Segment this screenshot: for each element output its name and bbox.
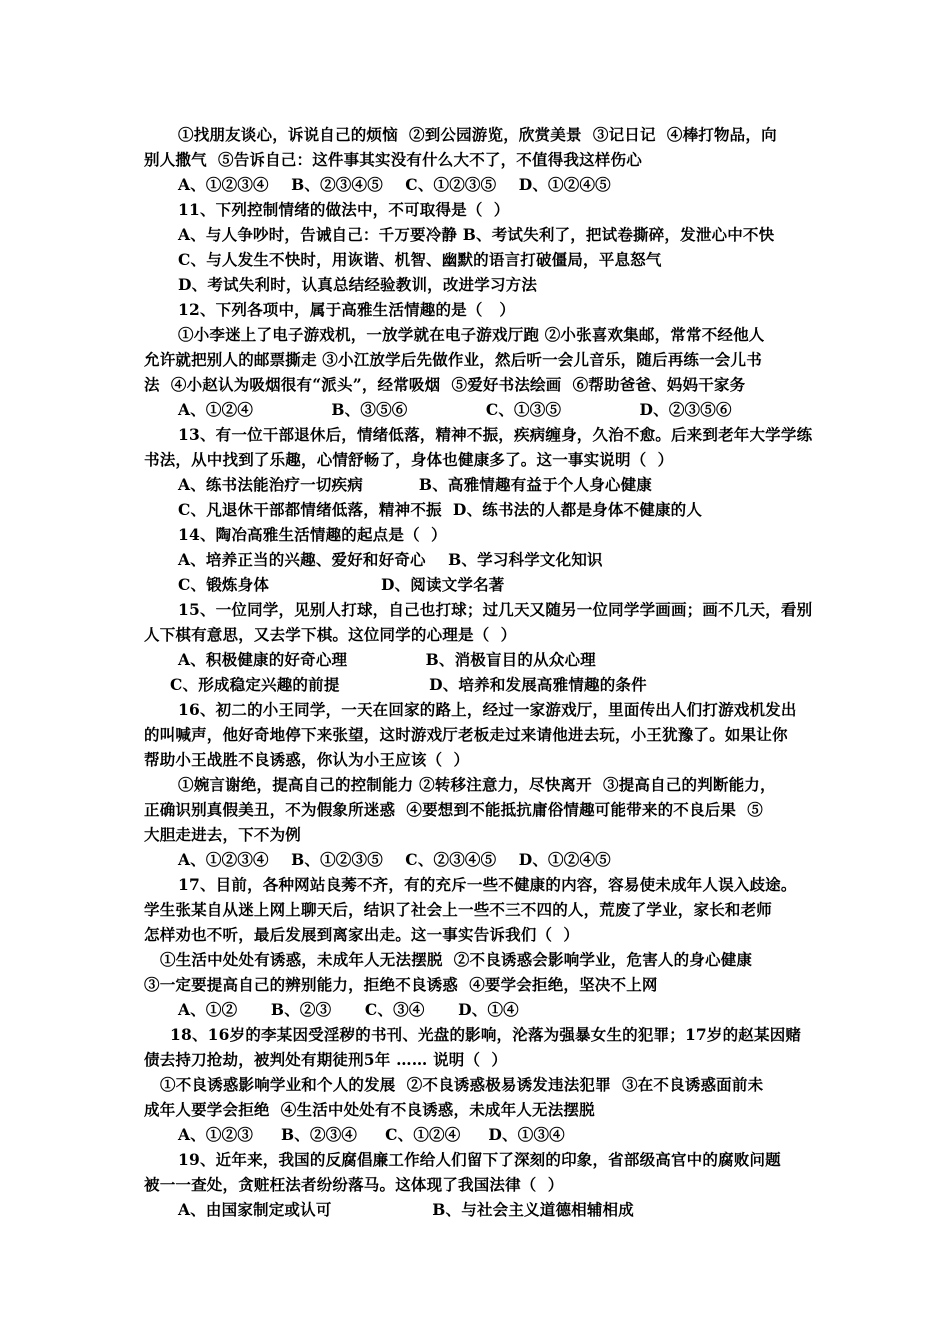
text-line: A、积极健康的好奇心理 B、消极盲目的从众心理	[178, 650, 596, 669]
text-line: 债去持刀抢劫，被判处有期徒刑5年 …… 说明（ ）	[144, 1050, 508, 1069]
text-line: 人下棋有意思，又去学下棋。这位同学的心理是（ ）	[144, 625, 517, 644]
text-line: 允许就把别人的邮票撕走 ③小江放学后先做作业，然后听一会儿音乐，随后再练一会儿书	[144, 350, 762, 369]
text-line: 书法，从中找到了乐趣，心情舒畅了，身体也健康多了。这一事实说明（ ）	[144, 450, 674, 469]
text-line: 15、一位同学，见别人打球，自己也打球；过几天又随另一位同学学画画；画不几天，看别	[178, 600, 813, 619]
text-line: 12、下列各项中，属于高雅生活情趣的是（ ）	[178, 300, 516, 319]
text-line: ①婉言谢绝，提高自己的控制能力 ②转移注意力，尽快离开 ③提高自己的判断能力，	[178, 775, 776, 794]
text-line: 法 ④小赵认为吸烟很有“派头”，经常吸烟 ⑤爱好书法绘画 ⑥帮助爸爸、妈妈干家务	[144, 375, 746, 394]
text-line: 怎样劝也不听，最后发展到离家出走。这一事实告诉我们（ ）	[144, 925, 580, 944]
text-line: C、形成稳定兴趣的前提 D、培养和发展高雅情趣的条件	[170, 675, 647, 694]
text-line: ①小李迷上了电子游戏机，一放学就在电子游戏厅跑 ②小张喜欢集邮，常常不经他人	[178, 325, 765, 344]
text-line: 14、陶冶高雅生活情趣的起点是（ ）	[178, 525, 447, 544]
text-line: ①不良诱惑影响学业和个人的发展 ②不良诱惑极易诱发违法犯罪 ③在不良诱惑面前未	[160, 1075, 764, 1094]
text-line: 成年人要学会拒绝 ④生活中处处有不良诱惑，未成年人无法摆脱	[144, 1100, 595, 1119]
text-line: A、与人争吵时，告诫自己：千万要冷静 B、考试失利了，把试卷撕碎，发泄心中不快	[178, 225, 775, 244]
text-line: A、由国家制定或认可 B、与社会主义道德相辅相成	[178, 1200, 634, 1219]
text-line: A、①② B、②③ C、③④ D、①④	[178, 1000, 519, 1019]
text-line: C、与人发生不快时，用诙谐、机智、幽默的语言打破僵局，平息怒气	[178, 250, 662, 269]
text-line: 13、有一位干部退休后，情绪低落，精神不振，疾病缠身，久治不愈。后来到老年大学学练	[178, 425, 813, 444]
text-line: ①找朋友谈心，诉说自己的烦恼 ②到公园游览，欣赏美景 ③记日记 ④棒打物品，向	[178, 125, 777, 144]
text-line: A、①②③ B、②③④ C、①②④ D、①③④	[178, 1125, 565, 1144]
text-line: D、考试失利时，认真总结经验教训，改进学习方法	[178, 275, 538, 294]
text-line: A、培养正当的兴趣、爱好和好奇心 B、学习科学文化知识	[178, 550, 603, 569]
text-line: A、练书法能治疗一切疾病 B、高雅情趣有益于个人身心健康	[178, 475, 652, 494]
text-line: A、①②③④ B、②③④⑤ C、①②③⑤ D、①②④⑤	[178, 175, 611, 194]
text-line: C、凡退休干部都情绪低落，精神不振 D、练书法的人都是身体不健康的人	[178, 500, 703, 519]
text-line: 别人撒气 ⑤告诉自己：这件事其实没有什么大不了，不值得我这样伤心	[144, 150, 642, 169]
text-line: 19、近年来，我国的反腐倡廉工作给人们留下了深刻的印象，省部级高官中的腐败问题	[178, 1150, 781, 1169]
text-line: 帮助小王战胜不良诱惑，你认为小王应该（ ）	[144, 750, 470, 769]
text-line: 被一一查处，贪赃枉法者纷纷落马。这体现了我国法律（ ）	[144, 1175, 564, 1194]
text-line: 17、目前，各种网站良莠不齐，有的充斥一些不健康的内容，容易使未成年人误入歧途。	[178, 875, 797, 894]
text-line: C、锻炼身体 D、阅读文学名著	[178, 575, 505, 594]
text-line: 18、16岁的李某因受淫秽的书刊、光盘的影响，沦落为强暴女生的犯罪；17岁的赵某因赌	[170, 1025, 802, 1044]
text-line: A、①②③④ B、①②③⑤ C、②③④⑤ D、①②④⑤	[178, 850, 611, 869]
text-line: 11、下列控制情绪的做法中，不可取得是（ ）	[178, 200, 510, 219]
text-line: ①生活中处处有诱惑，未成年人无法摆脱 ②不良诱惑会影响学业，危害人的身心健康	[160, 950, 753, 969]
text-line: 大胆走进去，下不为例	[144, 825, 302, 844]
text-line: 学生张某自从迷上网上聊天后，结识了社会上一些不三不四的人，荒废了学业，家长和老师	[144, 900, 773, 919]
text-line: 16、初二的小王同学，一天在回家的路上，经过一家游戏厅，里面传出人们打游戏机发出	[178, 700, 797, 719]
text-line: A、①②④ B、③⑤⑥ C、①③⑤ D、②③⑤⑥	[178, 400, 732, 419]
text-line: 正确识别真假美丑，不为假象所迷惑 ④要想到不能抵抗庸俗情趣可能带来的不良后果 ⑤	[144, 800, 763, 819]
text-line: ③一定要提高自己的辨别能力，拒绝不良诱惑 ④要学会拒绝，坚决不上网	[144, 975, 658, 994]
text-line: 的叫喊声，他好奇地停下来张望，这时游戏厅老板走过来请他进去玩，小王犹豫了。如果让你	[144, 725, 788, 744]
